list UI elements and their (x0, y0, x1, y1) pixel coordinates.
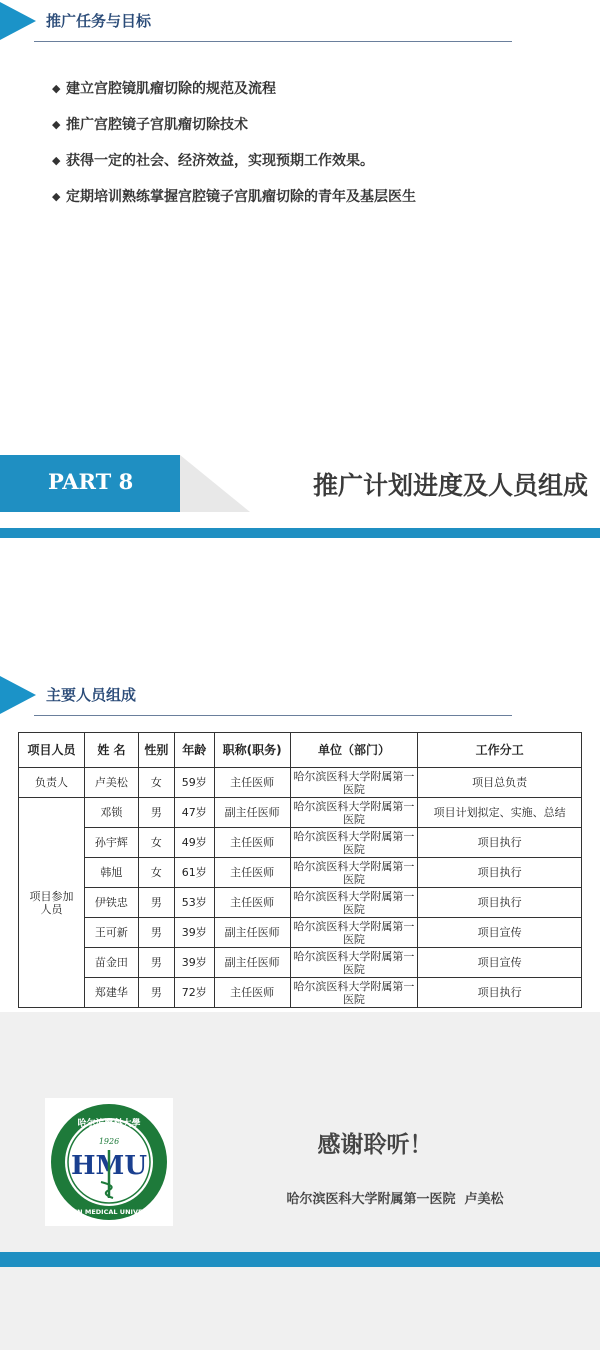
column-header: 职称(职务) (214, 733, 290, 768)
sex-cell: 男 (138, 798, 174, 828)
diamond-bullet-icon: ◆ (52, 190, 61, 203)
column-header: 项目人员 (19, 733, 85, 768)
logo-top-text: 哈尔滨醫科大學 (77, 1119, 141, 1129)
unit-cell: 哈尔滨医科大学附属第一医院 (290, 888, 418, 918)
section-title: 推广任务与目标 (46, 12, 152, 30)
age-cell: 72岁 (174, 978, 214, 1008)
staff-table (18, 732, 582, 1008)
title-cell: 主任医师 (214, 828, 290, 858)
part-label-band (0, 455, 180, 512)
duty-cell: 项目宣传 (418, 948, 582, 978)
goal-item: ◆ 建立宫腔镜肌瘤切除的规范及流程 (52, 78, 572, 114)
role-group-cell: 负责人 (19, 768, 85, 798)
thanks-heading: 感谢聆听！ (317, 1132, 433, 1158)
name-cell: 邓锁 (84, 798, 138, 828)
part-number: PART 8 (48, 469, 134, 494)
logo-ring-text: HARBIN MEDICAL UNIVERSITY (54, 1208, 164, 1216)
duty-cell: 项目宣传 (418, 918, 582, 948)
duty-cell: 项目执行 (418, 978, 582, 1008)
unit-cell: 哈尔滨医科大学附属第一医院 (290, 918, 418, 948)
sex-cell: 女 (138, 858, 174, 888)
section-title: 主要人员组成 (46, 686, 137, 704)
table-row (19, 948, 582, 978)
goal-item: ◆ 推广宫腔镜子宫肌瘤切除技术 (52, 114, 572, 150)
sex-cell: 男 (138, 918, 174, 948)
unit-cell: 哈尔滨医科大学附属第一医院 (290, 798, 418, 828)
closing-slide (0, 1012, 600, 1350)
name-cell: 孙宇辉 (84, 828, 138, 858)
unit-cell: 哈尔滨医科大学附属第一医院 (290, 768, 418, 798)
duty-cell: 项目计划拟定、实施、总结 (418, 798, 582, 828)
part-title: 推广计划进度及人员组成 (312, 471, 588, 500)
presenter-line: 哈尔滨医科大学附属第一医院 卢美松 (286, 1192, 504, 1207)
role-group-cell: 项目参加人员 (19, 798, 85, 1008)
title-cell: 副主任医师 (214, 918, 290, 948)
table-row (19, 978, 582, 1008)
part-banner (0, 455, 600, 515)
age-cell: 47岁 (174, 798, 214, 828)
triangle-marker-icon (0, 2, 36, 40)
column-header: 性别 (138, 733, 174, 768)
unit-cell: 哈尔滨医科大学附属第一医院 (290, 978, 418, 1008)
diamond-bullet-icon: ◆ (52, 154, 61, 167)
footer-bar (0, 1252, 600, 1267)
section-divider (34, 41, 512, 42)
banner-underline (0, 528, 600, 538)
age-cell: 39岁 (174, 918, 214, 948)
name-cell: 苗金田 (84, 948, 138, 978)
goal-list (52, 78, 572, 222)
goal-item: ◆ 定期培训熟练掌握宫腔镜子宫肌瘤切除的青年及基层医生 (52, 186, 572, 222)
name-cell: 郑建华 (84, 978, 138, 1008)
age-cell: 53岁 (174, 888, 214, 918)
table-row (19, 828, 582, 858)
unit-cell: 哈尔滨医科大学附属第一医院 (290, 948, 418, 978)
age-cell: 59岁 (174, 768, 214, 798)
column-header: 工作分工 (418, 733, 582, 768)
sex-cell: 男 (138, 948, 174, 978)
table-row (19, 798, 582, 828)
duty-cell: 项目执行 (418, 888, 582, 918)
age-cell: 39岁 (174, 948, 214, 978)
title-cell: 副主任医师 (214, 798, 290, 828)
duty-cell: 项目执行 (418, 828, 582, 858)
name-cell: 王可新 (84, 918, 138, 948)
table-row (19, 918, 582, 948)
table-row (19, 768, 582, 798)
name-cell: 韩旭 (84, 858, 138, 888)
banner-wedge (180, 455, 250, 512)
sex-cell: 男 (138, 888, 174, 918)
unit-cell: 哈尔滨医科大学附属第一医院 (290, 828, 418, 858)
column-header: 单位（部门） (290, 733, 418, 768)
title-cell: 主任医师 (214, 888, 290, 918)
title-cell: 主任医师 (214, 768, 290, 798)
logo-year: 1926 (98, 1137, 120, 1146)
goal-item: ◆ 获得一定的社会、经济效益，实现预期工作效果。 (52, 150, 572, 186)
harbin-medical-university-logo-icon (45, 1098, 173, 1226)
column-header: 姓 名 (84, 733, 138, 768)
triangle-marker-icon (0, 676, 36, 714)
name-cell: 卢美松 (84, 768, 138, 798)
sex-cell: 女 (138, 768, 174, 798)
age-cell: 61岁 (174, 858, 214, 888)
name-cell: 伊铁忠 (84, 888, 138, 918)
title-cell: 副主任医师 (214, 948, 290, 978)
sex-cell: 男 (138, 978, 174, 1008)
table-row (19, 888, 582, 918)
table-row (19, 858, 582, 888)
section-header-staff (0, 676, 520, 716)
logo-mark: HMU (70, 1151, 148, 1181)
title-cell: 主任医师 (214, 858, 290, 888)
diamond-bullet-icon: ◆ (52, 118, 61, 131)
title-cell: 主任医师 (214, 978, 290, 1008)
diamond-bullet-icon: ◆ (52, 82, 61, 95)
sex-cell: 女 (138, 828, 174, 858)
section-header-goals (0, 2, 520, 42)
age-cell: 49岁 (174, 828, 214, 858)
table-header-row (19, 733, 582, 768)
section-divider (34, 715, 512, 716)
unit-cell: 哈尔滨医科大学附属第一医院 (290, 858, 418, 888)
column-header: 年龄 (174, 733, 214, 768)
duty-cell: 项目执行 (418, 858, 582, 888)
duty-cell: 项目总负责 (418, 768, 582, 798)
